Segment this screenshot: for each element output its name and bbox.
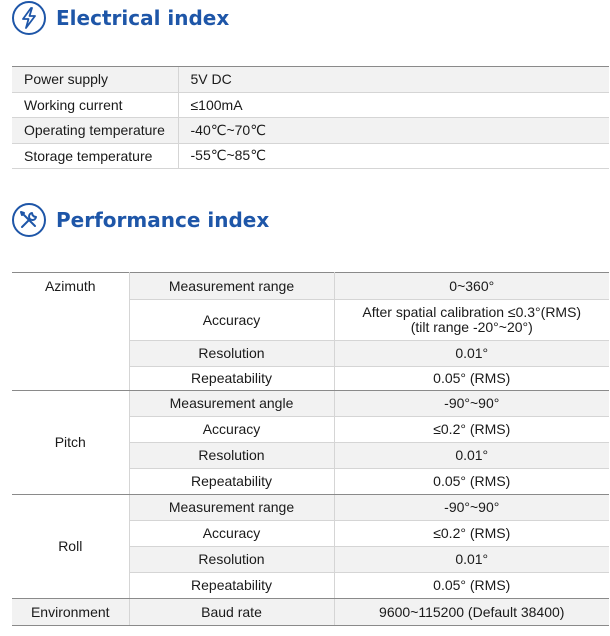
param-name: Accuracy	[129, 300, 334, 341]
param-value: 0.01°	[334, 341, 609, 367]
param-value: -40℃~70℃	[178, 118, 609, 144]
table-row	[12, 143, 609, 169]
param-name: Repeatability	[129, 469, 334, 495]
electrical-section-header	[12, 1, 229, 35]
param-name: Measurement angle	[129, 391, 334, 417]
param-label: Working current	[12, 92, 178, 118]
table-row	[12, 599, 609, 626]
param-name: Baud rate	[129, 599, 334, 626]
group-label: Roll	[12, 495, 129, 599]
group-label: Pitch	[12, 391, 129, 495]
electrical-table	[12, 66, 609, 169]
param-name: Measurement range	[129, 273, 334, 300]
value-line: After spatial calibration ≤0.3°(RMS)	[362, 304, 582, 320]
param-value: 0.05° (RMS)	[334, 469, 609, 495]
param-name: Repeatability	[129, 367, 334, 391]
param-name: Accuracy	[129, 417, 334, 443]
group-label: Environment	[12, 599, 129, 626]
value-line: (tilt range -20°~20°)	[410, 319, 533, 335]
table-row	[12, 67, 609, 93]
performance-title: Performance index	[56, 208, 270, 232]
performance-section-header	[12, 203, 269, 237]
param-value: -55℃~85℃	[178, 143, 609, 169]
table-row	[12, 92, 609, 118]
performance-table	[12, 272, 609, 626]
param-value: 0~360°	[334, 273, 609, 300]
param-label: Storage temperature	[12, 143, 178, 169]
param-label: Power supply	[12, 67, 178, 93]
param-value: 0.01°	[334, 443, 609, 469]
param-value: -90°~90°	[334, 391, 609, 417]
param-label: Operating temperature	[12, 118, 178, 144]
param-value: 5V DC	[178, 67, 609, 93]
param-name: Repeatability	[129, 573, 334, 599]
param-name: Resolution	[129, 443, 334, 469]
param-value: 0.05° (RMS)	[334, 367, 609, 391]
lightning-bolt-icon	[12, 1, 46, 35]
param-value: -90°~90°	[334, 495, 609, 521]
param-value: ≤0.2° (RMS)	[334, 521, 609, 547]
table-row	[12, 391, 609, 417]
param-name: Accuracy	[129, 521, 334, 547]
param-name: Resolution	[129, 341, 334, 367]
param-value: ≤0.2° (RMS)	[334, 417, 609, 443]
group-label: Azimuth	[12, 273, 129, 391]
param-value	[334, 300, 609, 341]
table-row	[12, 495, 609, 521]
electrical-title: Electrical index	[56, 6, 230, 30]
param-value: 9600~115200 (Default 38400)	[334, 599, 609, 626]
table-row	[12, 118, 609, 144]
param-name: Resolution	[129, 547, 334, 573]
param-value: ≤100mA	[178, 92, 609, 118]
param-value: 0.01°	[334, 547, 609, 573]
param-name: Measurement range	[129, 495, 334, 521]
table-row	[12, 273, 609, 300]
param-value: 0.05° (RMS)	[334, 573, 609, 599]
wrench-screwdriver-icon	[12, 203, 46, 237]
